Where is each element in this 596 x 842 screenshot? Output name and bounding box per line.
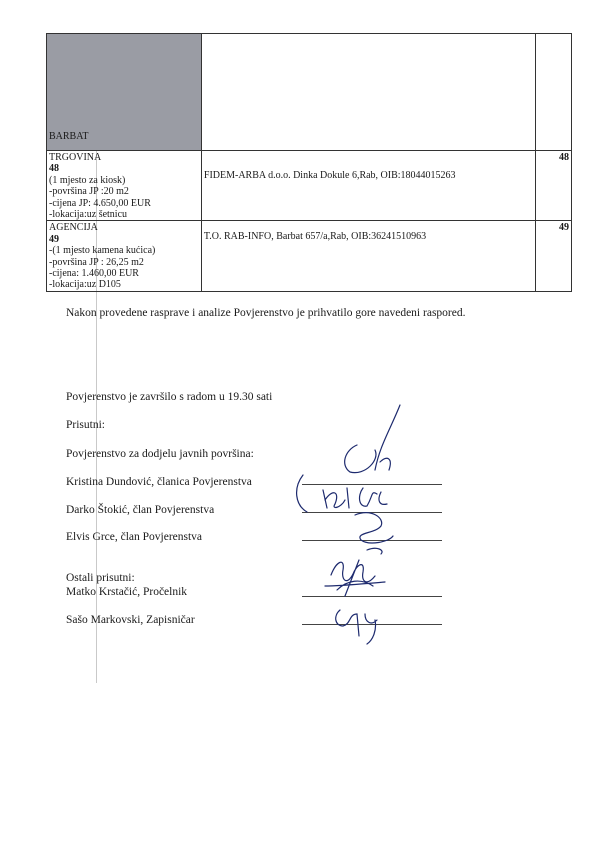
space-detail: -(1 mjesto kamena kućica)	[49, 245, 156, 257]
table-row	[47, 151, 572, 221]
firm-cell	[201, 221, 536, 291]
committee-label: Povjerenstvo za dodjelu javnih površina:	[66, 448, 254, 460]
space-description-cell	[47, 151, 202, 221]
space-price: -cijena: 1.460,00 EUR	[49, 268, 139, 280]
firm-cell	[201, 34, 536, 151]
present-label: Prisutni:	[66, 419, 105, 431]
space-area: -površina JP :20 m2	[49, 186, 129, 198]
member-elvis: Elvis Grce, član Povjerenstva	[66, 531, 203, 543]
location-label: BARBAT	[49, 130, 89, 142]
row-number: 48	[559, 152, 569, 163]
member-kristina: Kristina Dundović, članica Povjerenstva	[66, 476, 252, 488]
space-number: 49	[49, 233, 59, 245]
location-cell	[47, 34, 202, 151]
space-area: -površina JP : 26,25 m2	[49, 256, 144, 268]
space-location: -lokacija:uz D105	[49, 279, 121, 291]
space-type: TRGOVINA	[49, 152, 102, 163]
table-row	[47, 221, 572, 291]
conclusion-text: Nakon provedene rasprave i analize Povjerenstvo je prihvatilo gore navedeni raspored.	[66, 307, 466, 319]
number-cell	[536, 221, 572, 291]
row-number: 49	[559, 222, 569, 234]
others-label: Ostali prisutni:	[66, 572, 135, 584]
finished-text: Povjerenstvo je završilo s radom u 19.30 sati	[66, 391, 273, 403]
number-cell	[536, 151, 572, 221]
allocation-table	[46, 33, 572, 292]
table-row	[47, 34, 572, 151]
signatures-image	[285, 400, 465, 650]
member-darko: Darko Štokić, član Povjerenstva	[66, 504, 215, 516]
space-detail: (1 mjesto za kiosk)	[49, 174, 126, 186]
other-matko: Matko Krstačić, Pročelnik	[66, 586, 188, 598]
space-price: -cijena JP: 4.650,00 EUR	[49, 197, 151, 209]
other-saso: Sašo Markovski, Zapisničar	[66, 614, 195, 626]
number-cell	[536, 34, 572, 151]
firm-name: T.O. RAB-INFO, Barbat 657/a,Rab, OIB:36241510963	[203, 231, 427, 243]
space-type: AGENCIJA	[49, 222, 98, 234]
space-description-cell	[47, 221, 202, 291]
firm-cell	[201, 151, 536, 221]
firm-name: FIDEM-ARBA d.o.o. Dinka Dokule 6,Rab, OIB:18044015263	[203, 170, 456, 181]
space-number: 48	[49, 163, 59, 175]
space-location: -lokacija:uz šetnicu	[49, 209, 128, 221]
